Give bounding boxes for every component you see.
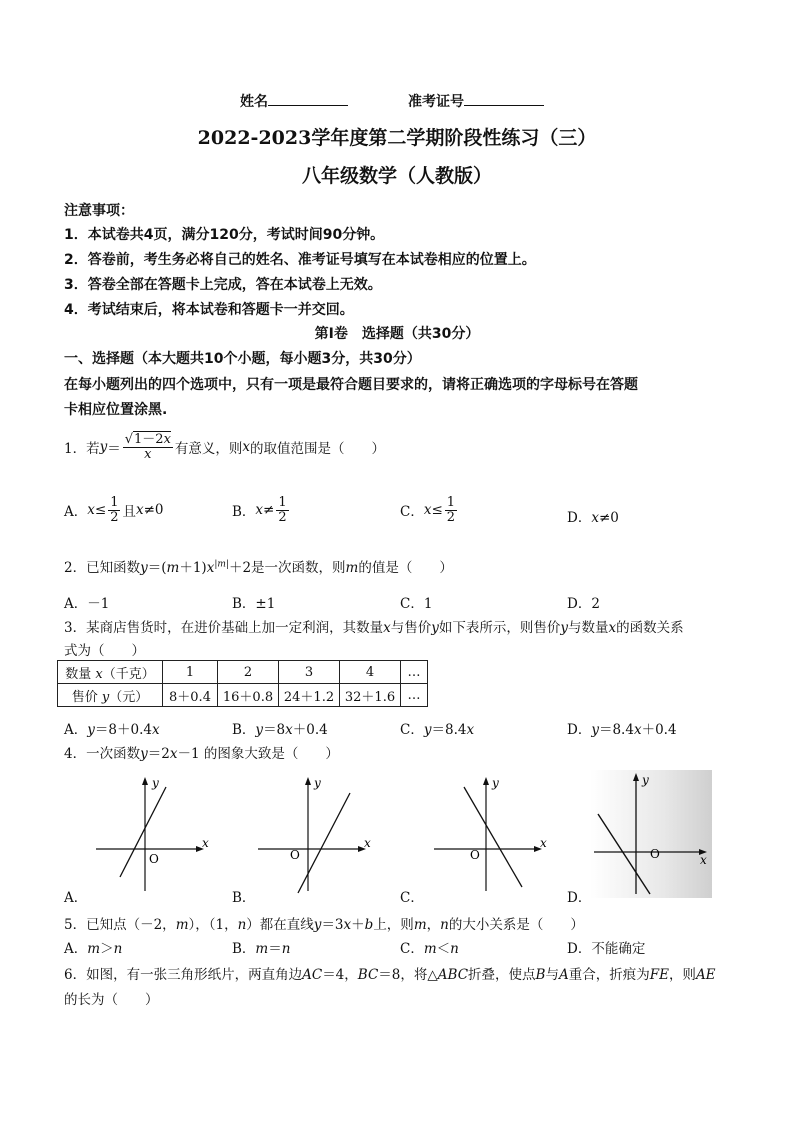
exam-subtitle: 八年级数学（人教版）: [301, 165, 492, 187]
q4-graph-c[interactable]: [430, 775, 550, 895]
table-cell: 24＋1.2: [279, 684, 340, 707]
notes-heading: 注意事项：: [64, 203, 134, 219]
svg-text:y: y: [492, 776, 499, 790]
name-field[interactable]: [240, 91, 348, 111]
svg-text:y: y: [642, 773, 649, 787]
svg-text:x: x: [364, 836, 371, 850]
q1-option-c[interactable]: C． x ≤ $\frac{1}{2}$: [400, 495, 456, 525]
q1-fraction: $\frac{√1-2x}{x}$: [124, 432, 171, 462]
table-row: [58, 661, 428, 684]
q3-option-c[interactable]: C．y＝8.4x: [400, 722, 475, 738]
q3-option-b[interactable]: B．y＝8x＋0.4: [232, 722, 328, 738]
q5-option-a[interactable]: A．m＞n: [64, 941, 123, 957]
name-blank[interactable]: [268, 91, 348, 106]
svg-text:O: O: [290, 848, 300, 862]
section-heading: 一、选择题（本大题共10个小题，每小题3分，共30分）: [64, 351, 421, 367]
table-cell: 1: [163, 661, 218, 684]
q2-option-c[interactable]: C．1: [400, 596, 433, 612]
question-3-cont: 式为（ ）: [64, 643, 145, 659]
note-item: 2．答卷前，考生务必将自己的姓名、准考证号填写在本试卷相应的位置上。: [64, 252, 536, 268]
q4-label-c[interactable]: C．: [400, 890, 424, 906]
id-label: 准考证号: [408, 94, 464, 110]
svg-text:y: y: [314, 776, 321, 790]
q4-graph-a[interactable]: [92, 775, 212, 895]
q5-option-b[interactable]: B．m＝n: [232, 941, 291, 957]
id-field[interactable]: [408, 91, 544, 111]
section-instruction: 在每小题列出的四个选项中，只有一项是最符合题目要求的，请将正确选项的字母标号在答题: [64, 377, 638, 393]
note-item: 4．考试结束后，将本试卷和答题卡一并交回。: [64, 302, 354, 318]
svg-text:O: O: [149, 852, 159, 866]
q3-option-a[interactable]: A．y＝8＋0.4x: [64, 722, 160, 738]
q5-option-c[interactable]: C．m＜n: [400, 941, 459, 957]
table-cell: …: [401, 684, 428, 707]
section-instruction-cont: 卡相应位置涂黑.: [64, 402, 168, 418]
question-6-cont: 的长为（ ）: [64, 992, 159, 1008]
question-6: 6．如图，有一张三角形纸片，两直角边AC＝4，BC＝8，将△ABC折叠，使点B与A重合，折痕为FE，则AE: [64, 967, 716, 983]
note-item: 3．答卷全部在答题卡上完成，答在本试卷上无效。: [64, 277, 382, 293]
note-item: 1．本试卷共4页，满分120分，考试时间90分钟。: [64, 227, 385, 243]
q3-option-d[interactable]: D．y＝8.4x＋0.4: [567, 722, 677, 738]
part-title: 第Ⅰ卷 选择题（共30分）: [314, 326, 480, 342]
q4-graph-d[interactable]: [590, 770, 712, 898]
q4-label-d[interactable]: D．: [567, 890, 592, 906]
q2-option-b[interactable]: B．±1: [232, 596, 276, 612]
q1-option-d[interactable]: D．x≠0: [567, 510, 619, 526]
svg-text:O: O: [470, 848, 480, 862]
table-cell: …: [401, 661, 428, 684]
q2-option-a[interactable]: A．－1: [64, 596, 110, 612]
svg-text:x: x: [540, 836, 547, 850]
table-row: [58, 684, 428, 707]
table-cell: 32＋1.6: [340, 684, 401, 707]
id-blank[interactable]: [464, 91, 544, 106]
q1-option-a[interactable]: A． x ≤ $\frac{1}{2}$ 且 x ≠0: [64, 495, 164, 525]
q2-option-d[interactable]: D．2: [567, 596, 600, 612]
question-1: 1．若 y ＝ $\frac{√1-2x}{x}$ 有意义，则 x 的取值范围是（ ）: [64, 432, 386, 462]
q4-graph-b[interactable]: [254, 775, 374, 895]
q5-option-d[interactable]: D．不能确定: [567, 941, 646, 957]
exam-title: 2022-2023学年度第二学期阶段性练习（三）: [197, 127, 597, 149]
question-3: 3．某商店售货时，在进价基础上加一定利润，其数量x与售价y如下表所示，则售价y与数量x的函数关系: [64, 620, 684, 636]
q4-label-b[interactable]: B．: [232, 890, 256, 906]
svg-text:O: O: [650, 847, 660, 861]
q4-label-a[interactable]: A．: [64, 890, 88, 906]
table-cell: 4: [340, 661, 401, 684]
svg-text:y: y: [152, 776, 159, 790]
q1-option-b[interactable]: B． x ≠ $\frac{1}{2}$: [232, 495, 287, 525]
svg-text:x: x: [202, 836, 209, 850]
question-4: 4．一次函数y＝2x－1 的图象大致是（ ）: [64, 746, 339, 762]
table-cell: 16＋0.8: [218, 684, 279, 707]
table-cell: 3: [279, 661, 340, 684]
svg-text:x: x: [700, 853, 707, 867]
q3-table: [57, 660, 428, 707]
question-2: 2．已知函数$y=(m+1)x^{|m|}+2$是一次函数，则m的值是（ ）: [64, 559, 453, 576]
table-head: 售价 y（元）: [58, 684, 163, 707]
table-cell: 8＋0.4: [163, 684, 218, 707]
question-5: 5．已知点（－2，m），（1，n）都在直线y＝3x＋b上，则m，n的大小关系是（ ）: [64, 917, 584, 933]
name-label: 姓名: [240, 94, 268, 110]
table-head: 数量 x（千克）: [58, 661, 163, 684]
table-cell: 2: [218, 661, 279, 684]
